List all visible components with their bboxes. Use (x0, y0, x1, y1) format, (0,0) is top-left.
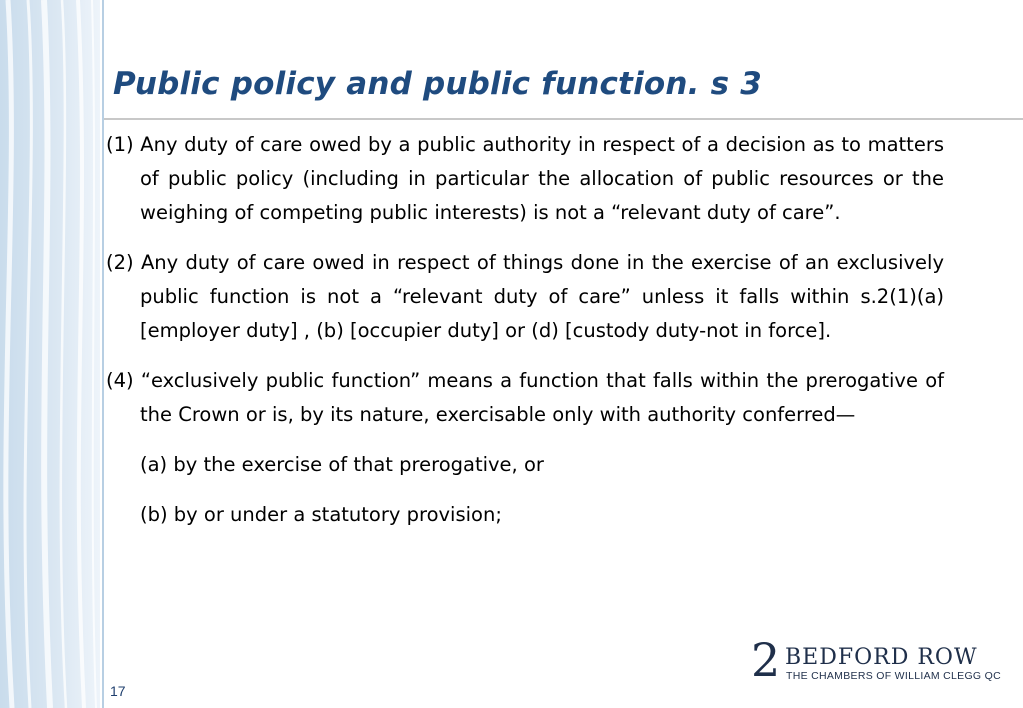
slide-body (106, 128, 944, 548)
side-divider (102, 0, 104, 708)
chambers-logo (751, 633, 1003, 687)
logo-tagline: THE CHAMBERS OF WILLIAM CLEGG QC (786, 670, 1001, 682)
sub-item-b: (b) by or under a statutory provision; (140, 503, 502, 526)
paragraph-4: (4) “exclusively public function” means a function that falls within the prerogative of the Crown or is, by its nature, exercisable only with authority conferred— (106, 369, 944, 426)
paragraph-1: (1) Any duty of care owed by a public authority in respect of a decision as to matters of public policy (including in particular the allocation of public resources or the weighing of competing public interests) is not a “relevant duty of care”. (106, 133, 944, 224)
slide-title: Public policy and public function. s 3 (113, 66, 763, 102)
title-divider (104, 118, 1023, 120)
page-number: 17 (110, 683, 126, 699)
logo-name: BEDFORD ROW (785, 645, 978, 670)
wave-lines-graphic (0, 0, 100, 708)
decorative-side-band (0, 0, 100, 708)
logo-number: 2 (751, 633, 781, 687)
paragraph-2: (2) Any duty of care owed in respect of things done in the exercise of an exclusively public function is not a “relevant duty of care” unless it falls within s.2(1)(a) [employer duty] , (b) [occupier duty] or (d) [custody duty-not in force]. (106, 251, 944, 342)
sub-item-a: (a) by the exercise of that prerogative, or (140, 453, 544, 476)
